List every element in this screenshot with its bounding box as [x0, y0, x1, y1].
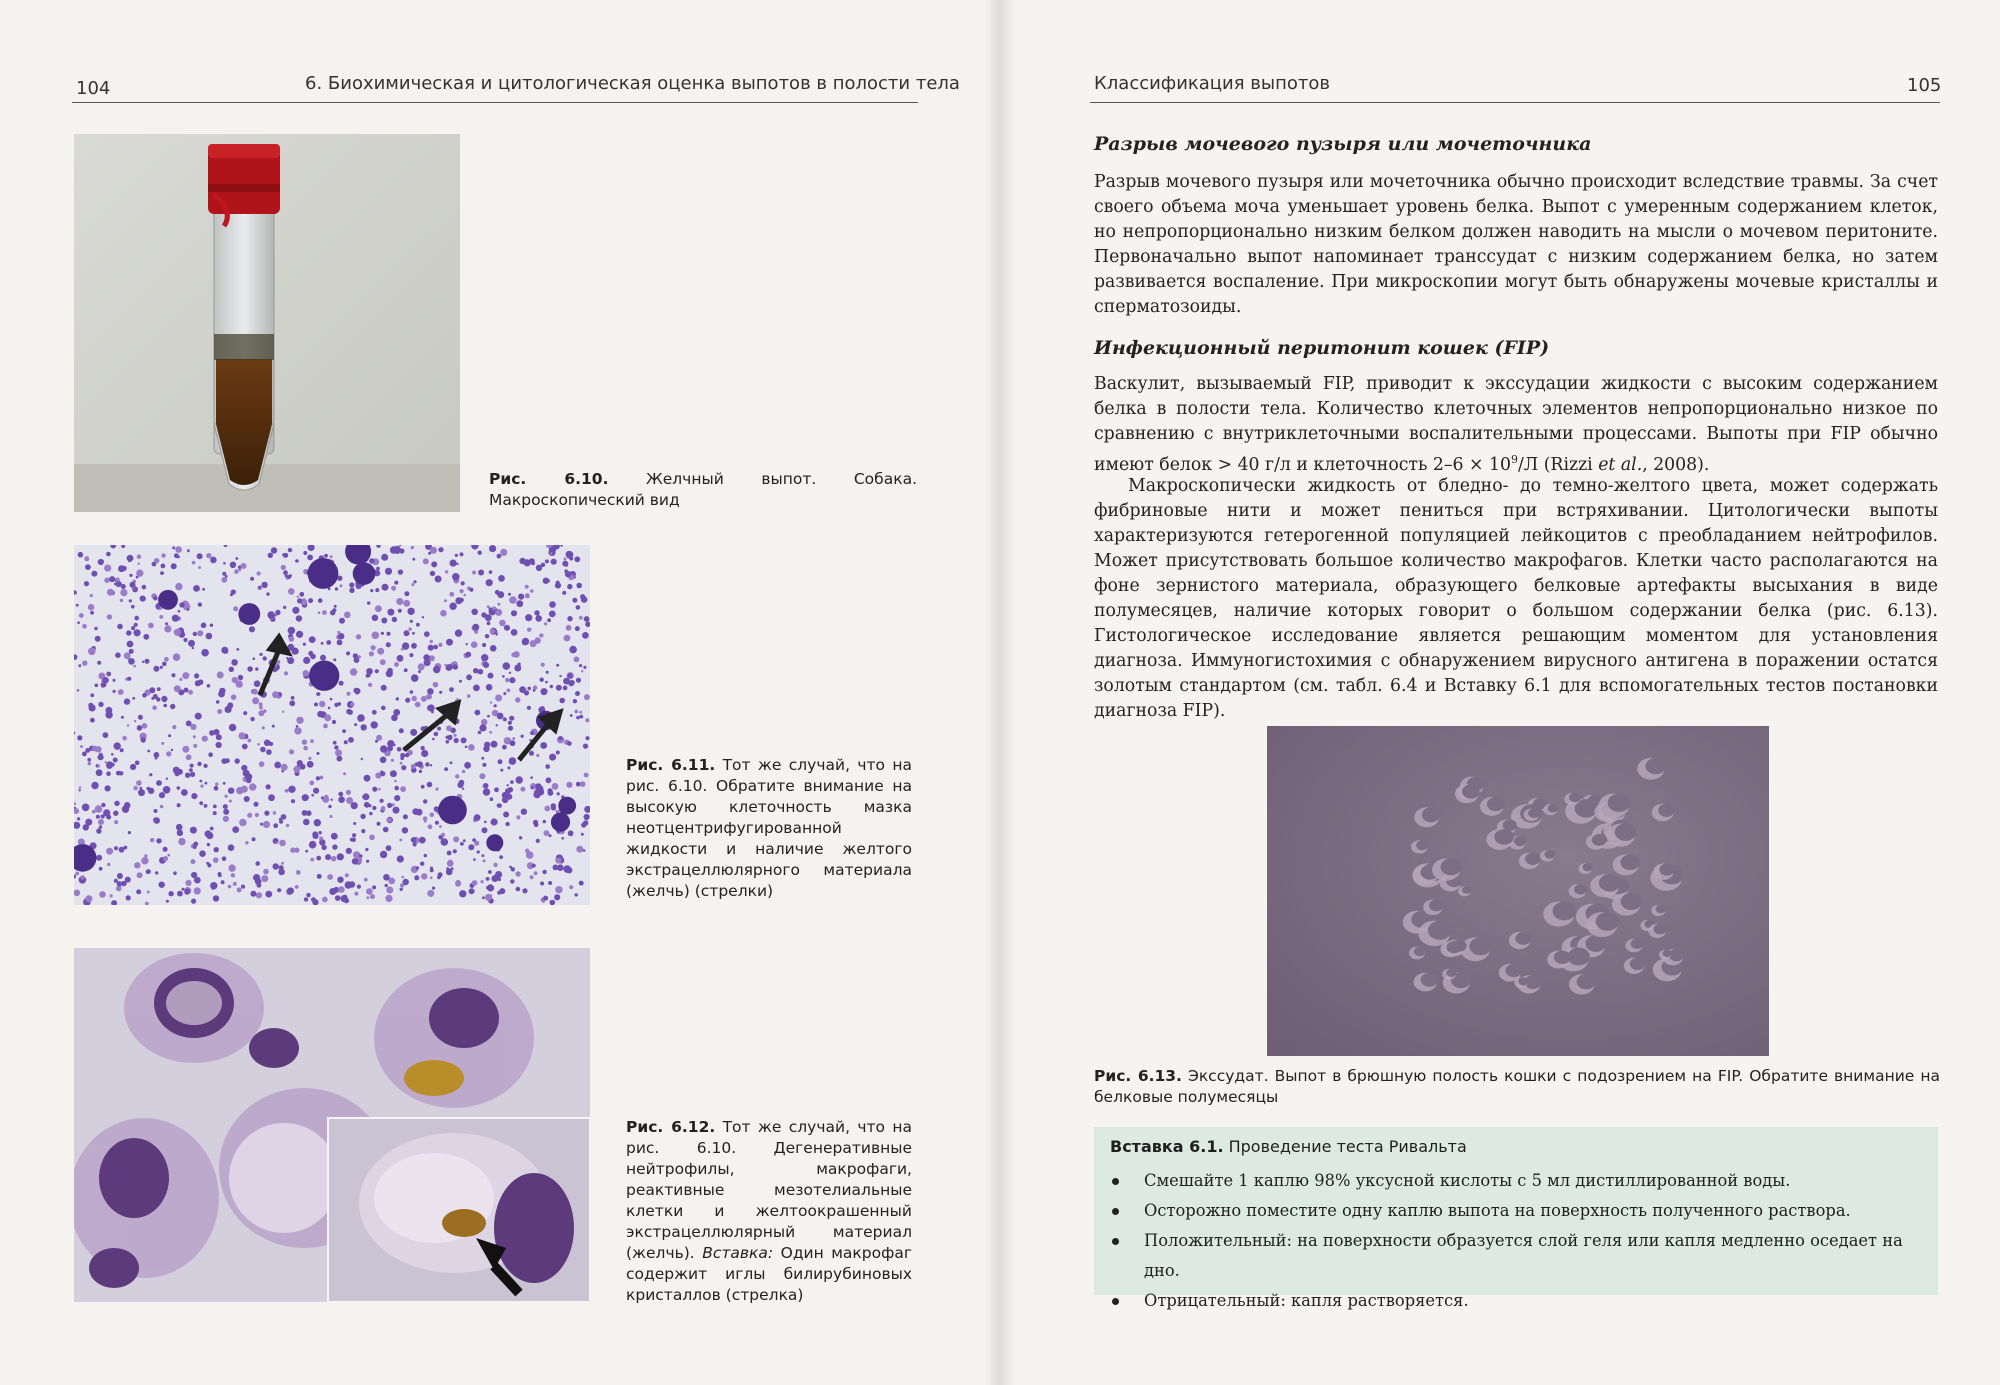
- fip-para1-c: , 2008).: [1642, 454, 1710, 475]
- bullet-icon: [1112, 1238, 1119, 1245]
- list-item: [1144, 1196, 1922, 1226]
- right-header-rule: [1090, 102, 1940, 103]
- fip-para1-sup: 9: [1510, 453, 1518, 466]
- list-item-text: Отрицательный: капля растворяется.: [1144, 1291, 1469, 1310]
- list-item: [1144, 1286, 1922, 1316]
- fig-6-11-photo: [74, 545, 590, 905]
- left-header-rule: [72, 102, 918, 103]
- section-para-fip-2: Макроскопически жидкость от бледно- до темно-желтого цвета, может содержать фибриновые нити и может пениться при встряхивании. Цитологически выпоты характеризуются гетерогенной популяцией лейкоцитов с преобладанием нейтрофилов. Может присутствовать большое количество макрофагов. Клетки часто располагаются на фоне зернистого материала, образующего белковые артефакты высыхания в виде полумесяцев, наличие которых говорит о большом содержании белка (рис. 6.13). Гистологическое исследование является решающим моментом для установления диагноза. Иммуногистохимия с обнаружением вирусного антигена в поражении остатся золотым стандартом (см. табл. 6.4 и Вставку 6.1 для вспомогательных тестов постановки диагноза FIP).: [1094, 476, 1938, 721]
- right-running-head: Классификация выпотов: [1094, 73, 1331, 94]
- section-para-fip-1: [1094, 372, 1938, 478]
- fig-6-13-photo: [1267, 726, 1769, 1056]
- bullet-icon: [1112, 1208, 1119, 1215]
- fig-6-11-caption: [626, 755, 912, 902]
- fig-6-11-text: Тот же случай, что на рис. 6.10. Обратите внимание на высокую клеточность мазка неотцентрифугированной жидкости и наличие желтого экстрацеллюлярного материала (желчь) (стрелки): [626, 756, 912, 900]
- section-title-fip: Инфекционный перитонит кошек (FIP): [1094, 337, 1550, 359]
- fig-6-12-photo: [74, 948, 590, 1302]
- section-title-bladder: Разрыв мочевого пузыря или мочеточника: [1094, 133, 1592, 155]
- section-para-bladder: Разрыв мочевого пузыря или мочеточника обычно происходит вследствие травмы. За счет своего объема моча уменьшает уровень белка. Выпот с умеренным содержанием клеток, но непропорционально низким белком должен наводить на мысли о мочевом перитоните. Первоначально выпот напоминает транссудат с низким содержанием белка, но затем развивается воспаление. При микроскопии могут быть обнаружены мочевые кристаллы и сперматозоиды.: [1094, 172, 1938, 317]
- fig-6-10-caption: [489, 469, 917, 511]
- box-6-1: [1094, 1127, 1938, 1310]
- left-page-number: 104: [76, 78, 111, 99]
- box-6-1-title-text: Проведение теста Ривальта: [1223, 1137, 1467, 1156]
- bullet-icon: [1112, 1178, 1119, 1185]
- fig-6-12-label: Рис. 6.12.: [626, 1118, 716, 1136]
- list-item: [1144, 1166, 1922, 1196]
- list-item-text: Осторожно поместите одну каплю выпота на поверхность полученного раствора.: [1144, 1201, 1851, 1220]
- fig-6-12-italic: Вставка:: [702, 1244, 774, 1262]
- fip-para1-b: /Л (Rizzi: [1517, 454, 1599, 475]
- box-6-1-title: [1094, 1127, 1938, 1162]
- fig-6-10-photo: [74, 134, 460, 512]
- fip-para1-italic: et al.: [1598, 454, 1643, 475]
- bullet-icon: [1112, 1298, 1119, 1305]
- left-running-head: 6. Биохимическая и цитологическая оценка выпотов в полости тела: [305, 73, 960, 94]
- list-item: [1144, 1226, 1922, 1286]
- fig-6-11-label: Рис. 6.11.: [626, 756, 716, 774]
- list-item-text: Положительный: на поверхности образуется слой геля или капля медленно оседает на дно.: [1144, 1231, 1903, 1280]
- fig-6-12-caption: [626, 1117, 912, 1306]
- fig-6-13-text: Экссудат. Выпот в брюшную полость кошки с подозрением на FIP. Обратите внимание на белковые полумесяцы: [1094, 1067, 1940, 1106]
- box-6-1-label: Вставка 6.1.: [1110, 1137, 1224, 1156]
- box-6-1-list: [1094, 1162, 1938, 1316]
- fig-6-10-label: Рис. 6.10.: [489, 470, 609, 488]
- fip-para1-a: Васкулит, вызываемый FIP, приводит к экссудации жидкости с высоким содержанием белка в полости тела. Количество клеточных элементов непропорционально низкое по сравнению с внутриклеточными воспалительными процессами. Выпоты при FIP обычно имеют белок > 40 г/л и клеточность 2–6 × 10: [1094, 374, 1938, 475]
- list-item-text: Смешайте 1 каплю 98% уксусной кислоты с 5 мл дистиллированной воды.: [1144, 1171, 1791, 1190]
- fig-6-13-caption: [1094, 1066, 1940, 1108]
- fig-6-12-text2: Один макрофаг содержит иглы билирубиновых кристаллов (стрелка): [626, 1244, 912, 1304]
- fig-6-13-label: Рис. 6.13.: [1094, 1067, 1182, 1085]
- book-gutter: [985, 0, 1015, 1385]
- fig-6-10-text: Желчный выпот. Собака. Макроскопический вид: [489, 470, 917, 509]
- right-page-number: 105: [1907, 75, 1942, 96]
- fig-6-12-text: Тот же случай, что на рис. 6.10. Дегенеративные нейтрофилы, макрофаги, реактивные мезотелиальные клетки и желтоокрашенный экстрацеллюлярный материал (желчь).: [626, 1118, 912, 1262]
